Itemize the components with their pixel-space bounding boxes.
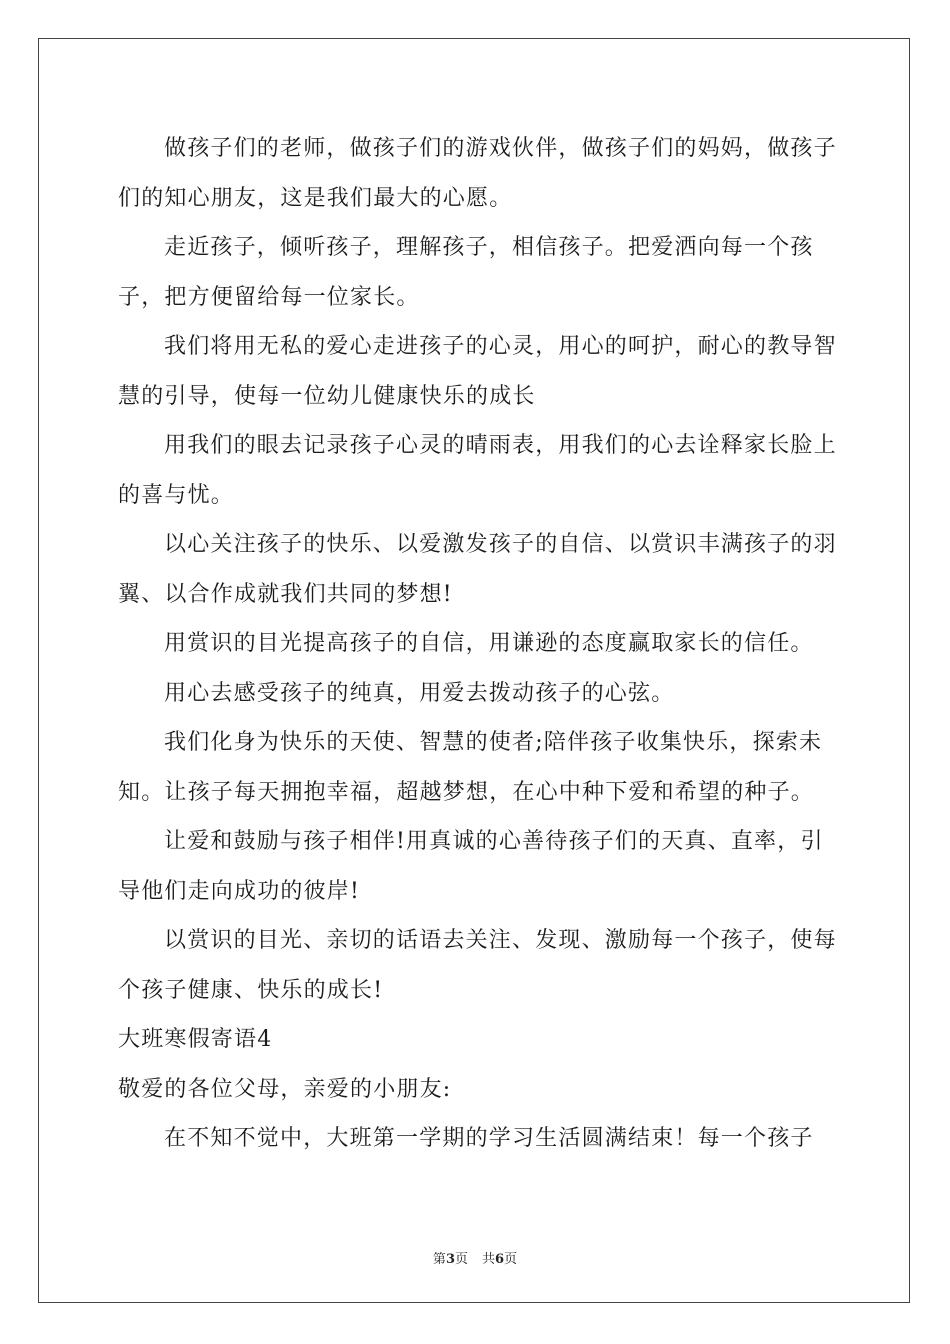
section-heading: 大班寒假寄语4 [118,1027,273,1052]
paragraph: 让爱和鼓励与孩子相伴!用真诚的心善待孩子们的天真、直率，引导他们走向成功的彼岸! [118,829,824,904]
page-footer [0,1248,950,1267]
paragraph: 用赏识的目光提高孩子的自信，用谦逊的态度赢取家长的信任。 [164,631,814,656]
paragraph: 我们化身为快乐的天使、智慧的使者;陪伴孩子收集快乐，探索未知。让孩子每天拥抱幸福，超越梦想，在心中种下爱和希望的种子。 [118,730,823,805]
current-page-number: 3 [445,1252,455,1267]
paragraph: 用心去感受孩子的纯真，用爱去拨动孩子的心弦。 [164,680,675,706]
salutation: 敬爱的各位父母，亲爱的小朋友: [118,1076,452,1102]
paragraph: 以心关注孩子的快乐、以爱激发孩子的自信、以赏识丰满孩子的羽翼、以合作成就我们共同的梦想! [118,532,837,607]
paragraph: 用我们的眼去记录孩子心灵的晴雨表，用我们的心去诠释家长脸上的喜与忧。 [118,433,837,508]
page-prefix: 第 [432,1252,446,1267]
total-unit: 页 [504,1252,518,1267]
paragraph: 走近孩子，倾听孩子，理解孩子，相信孩子。把爱洒向每一个孩子，把方便留给每一位家长。 [118,235,814,310]
paragraph: 以赏识的目光、亲切的话语去关注、发现、激励每一个孩子，使每个孩子健康、快乐的成长! [118,928,837,1003]
total-page-number: 6 [495,1252,505,1267]
paragraph: 在不知不觉中，大班第一学期的学习生活圆满结束！每一个孩子 [164,1126,814,1151]
total-prefix: 共 [482,1252,496,1267]
page-unit: 页 [454,1252,468,1267]
paragraph: 做孩子们的老师，做孩子们的游戏伙伴，做孩子们的妈妈，做孩子们的知心朋友，这是我们最大的心愿。 [118,136,837,211]
document-body [118,124,838,1164]
paragraph: 我们将用无私的爱心走进孩子的心灵，用心的呵护，耐心的教导智慧的引导，使每一位幼儿健康快乐的成长 [118,334,837,409]
